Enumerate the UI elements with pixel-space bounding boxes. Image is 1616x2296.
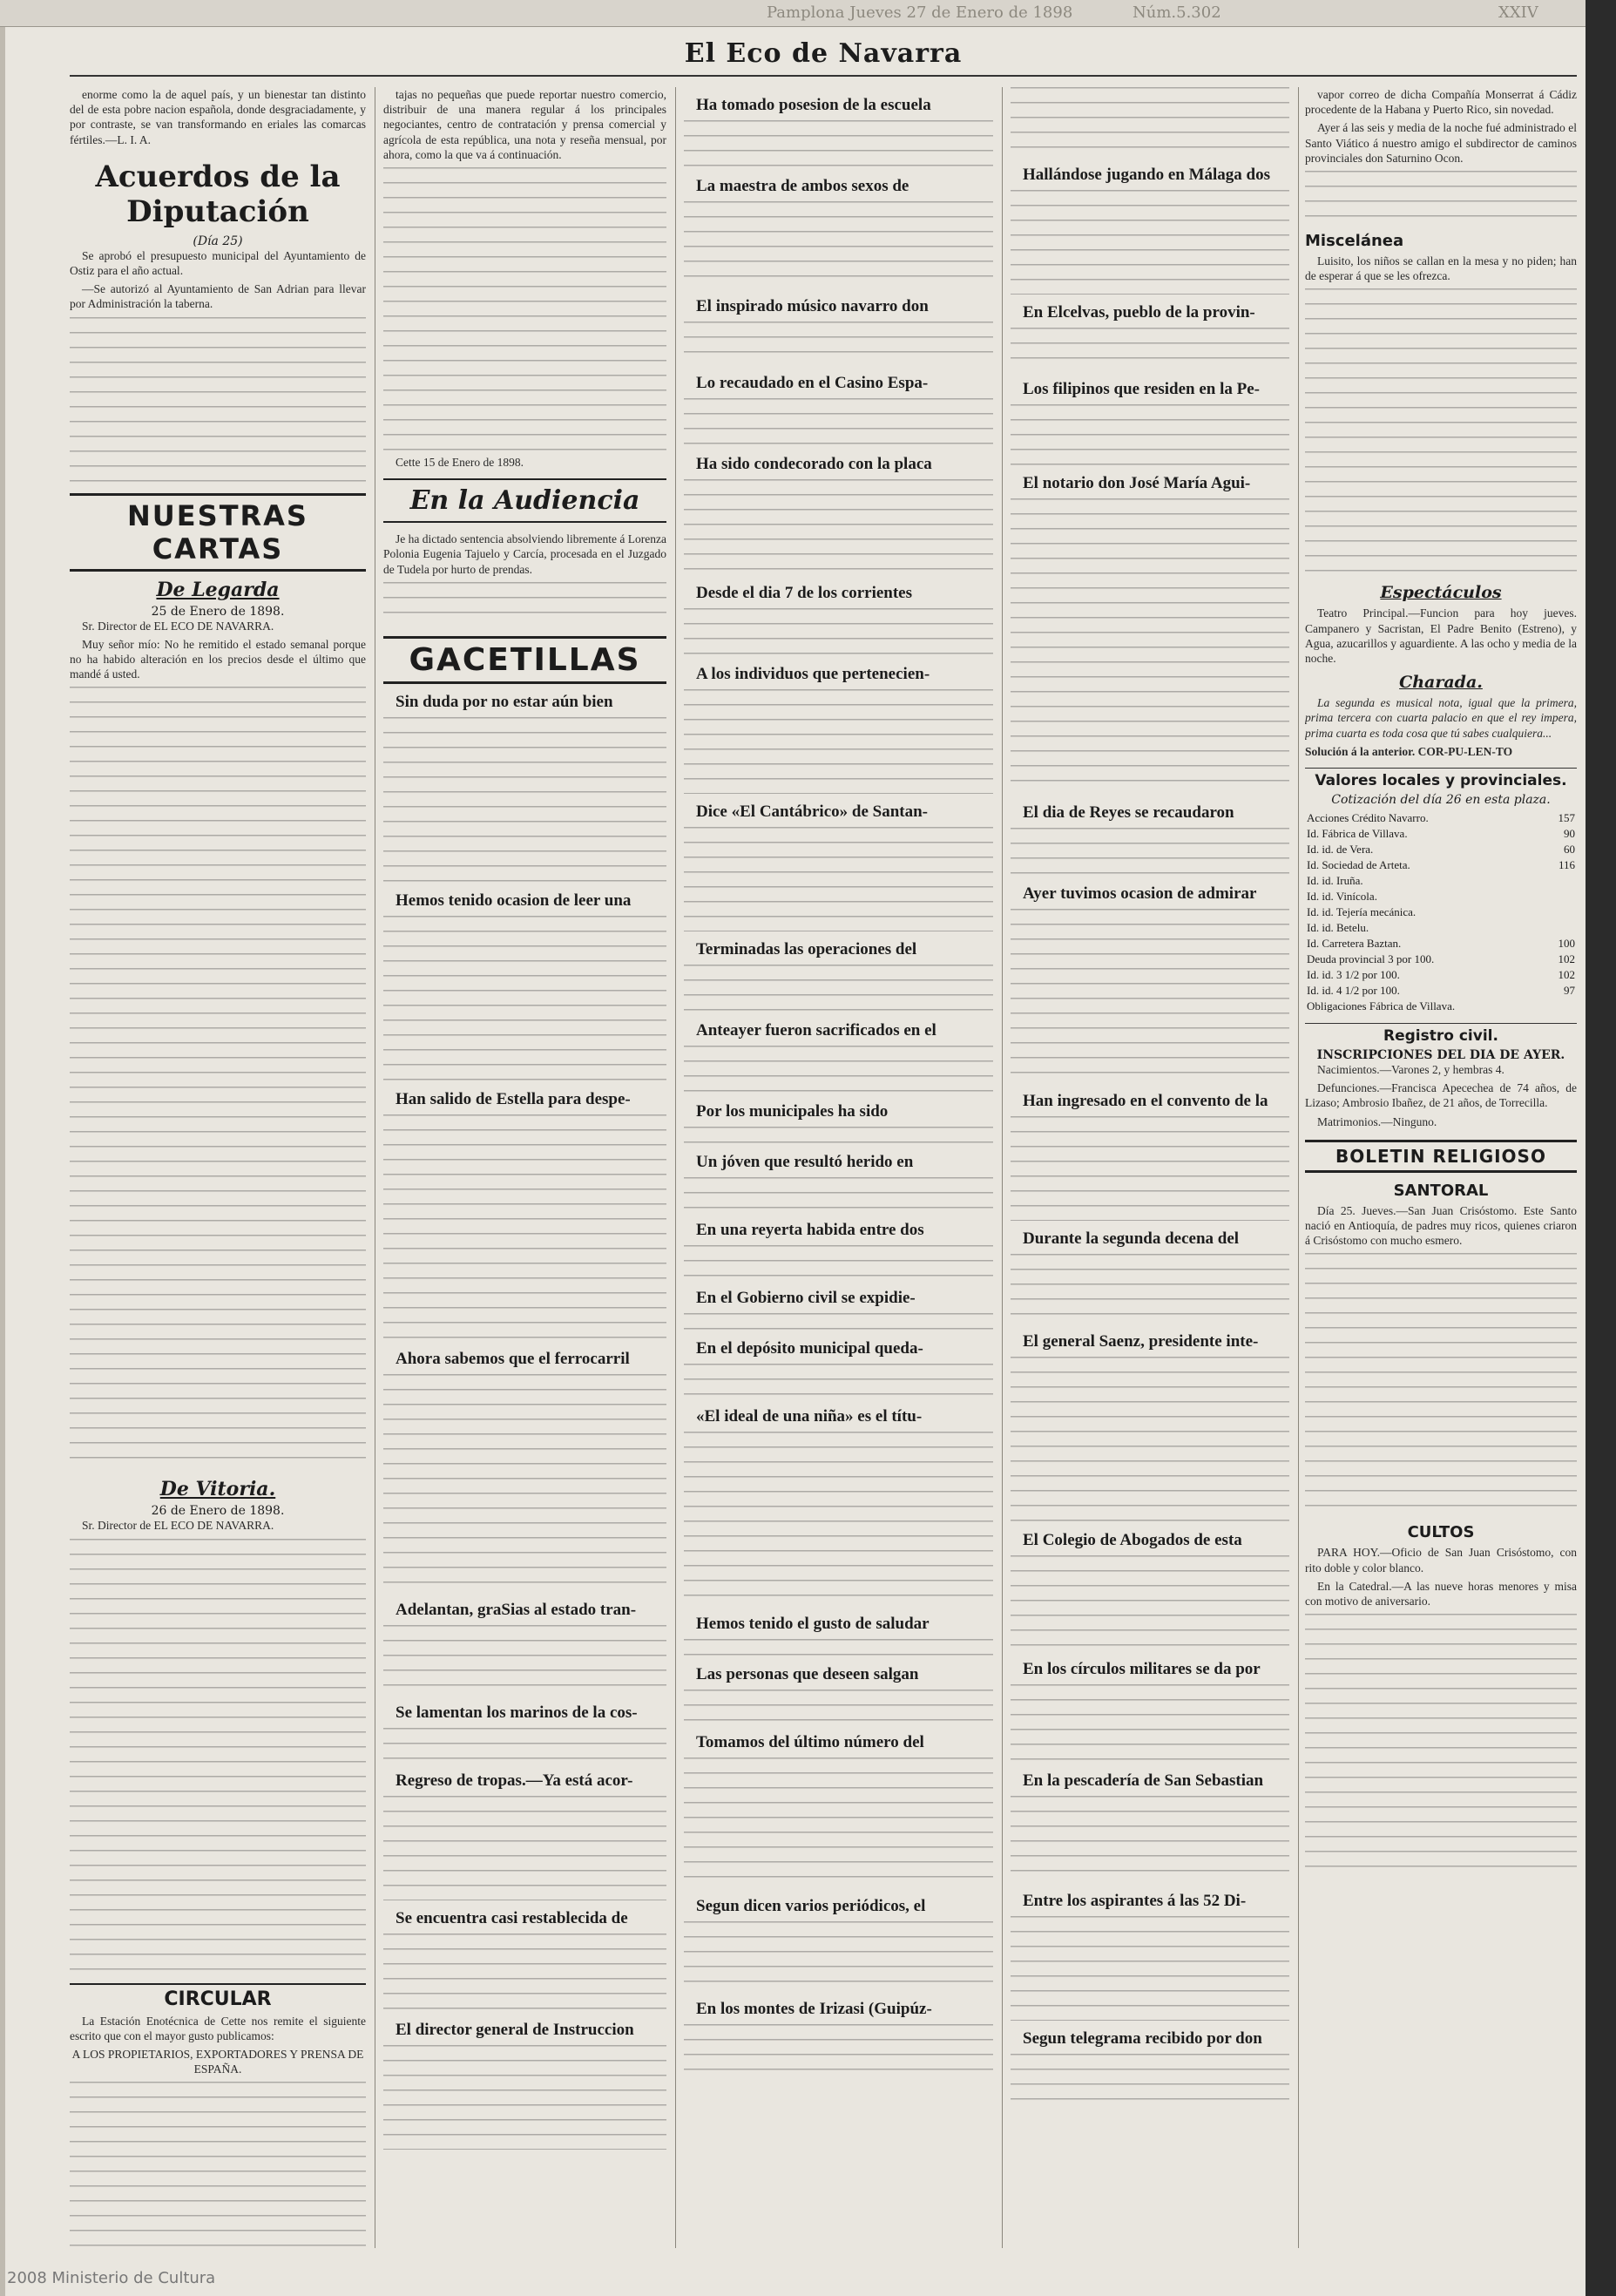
news-item-lead: Ahora sabemos que el ferrocarril (396, 1349, 630, 1368)
text-body-lines (1011, 1555, 1289, 1651)
news-item-lead: Desde el dia 7 de los corrientes (696, 584, 913, 602)
text-body-lines (684, 1758, 993, 1888)
text-body-lines (70, 1539, 366, 1974)
column-3 (684, 87, 993, 2248)
section-date: (Día 25) (193, 234, 243, 248)
quote-value: 90 (1564, 827, 1575, 841)
news-item-lead: Entre los aspirantes á las 52 Di- (1023, 1892, 1247, 1910)
text-body-lines (684, 965, 993, 1013)
text-body-lines (684, 827, 993, 931)
news-item-lead: Tomamos del último número del (696, 1733, 924, 1751)
article-text: Je ha dictado sentencia absolviendo libremente á Lorenza Polonia Eugenia Tajuelo y Carcía, procesada en el Juzgado de Tudela por hurto de prendas. (383, 532, 666, 576)
article-text: Ayer á las seis y media de la noche fué administrado el Santo Viático á nuestro amigo el subdirector de caminos provinciales don Saturnino Ocon. (1305, 121, 1577, 165)
news-item-lead: Un jóven que resultó herido en (696, 1153, 914, 1171)
running-head-text: Pamplona Jueves 27 de Enero de 1898 (767, 3, 1073, 22)
text-body-lines (684, 608, 993, 656)
charada-text: La segunda es musical nota, igual que la primera, prima tercera con cuarta palacio en que el rey impera, prima cuarta es toda cosa que tú sabes cualquiera... (1305, 696, 1577, 740)
column-rule (1002, 87, 1003, 2248)
heading-de-vitoria: De Vitoria. (159, 1478, 276, 1501)
news-item-lead: Lo recaudado en el Casino Espa- (696, 374, 929, 392)
text-body-lines (684, 1364, 993, 1399)
quote-name: Id. Sociedad de Arteta. (1307, 858, 1410, 872)
text-body-lines (1305, 1614, 1577, 1875)
page-binding-edge (0, 0, 5, 2296)
text-body-lines (1011, 404, 1289, 465)
text-body-lines (684, 1127, 993, 1144)
news-item-lead: Las personas que deseen salgan (696, 1665, 919, 1683)
news-item-lead: Hallándose jugando en Málaga dos (1023, 166, 1270, 184)
quote-value (1538, 889, 1577, 904)
quote-value: 102 (1558, 952, 1575, 966)
article-text: Nacimientos.—Varones 2, y hembras 4. (1317, 1063, 1504, 1077)
quote-name: Id. id. Iruña. (1307, 874, 1363, 888)
article-text: En la Catedral.—A las nueve horas menores y misa con motivo de aniversario. (1305, 1579, 1577, 1609)
text-body-lines (684, 1177, 993, 1212)
column-rule (1298, 87, 1299, 2248)
news-item-lead: El inspirado músico navarro don (696, 297, 929, 315)
text-body-lines (684, 2024, 993, 2076)
text-body-lines (684, 1046, 993, 1094)
news-item-lead: «El ideal de una niña» es el títu- (696, 1407, 923, 1426)
quote-name: Id. id. Vinícola. (1307, 890, 1377, 904)
text-body-lines (383, 1796, 666, 1900)
volume-year: XXIV (1498, 3, 1538, 22)
quote-row (1305, 920, 1577, 936)
news-item-lead: El Colegio de Abogados de esta (1023, 1531, 1242, 1549)
text-body-lines (383, 2045, 666, 2150)
quote-row (1305, 873, 1577, 889)
article-text: Teatro Principal.—Funcion para hoy jueves. Campanero y Sacristan, El Padre Benito (Estreno), y Agua, azucarillos y aguardiente. A las ocho y media de la noche. (1305, 606, 1577, 666)
quote-name: Id. Carretera Baztan. (1307, 937, 1402, 951)
copyright-footer: 2008 Ministerio de Cultura (7, 2269, 216, 2287)
heading-santoral: SANTORAL (1393, 1181, 1489, 1200)
quotes-table (1305, 810, 1577, 1014)
registro-subtitle: INSCRIPCIONES DEL DIA DE AYER. (1316, 1048, 1565, 1063)
heading-charada: Charada. (1399, 673, 1483, 693)
news-item-lead: El notario don José María Agui- (1023, 474, 1251, 492)
heading-circular: CIRCULAR (70, 1983, 366, 2010)
news-item-lead: El general Saenz, presidente inte- (1023, 1332, 1259, 1351)
news-item-lead: Ayer tuvimos ocasion de admirar (1023, 884, 1257, 903)
quote-value (1538, 904, 1577, 920)
article-text: Día 25. Jueves.—San Juan Crisóstomo. Este Santo nació en Antioquía, de padres muy ricos, quienes criaron á Crisóstomo con mucho esmero. (1305, 1203, 1577, 1248)
quote-value: 97 (1564, 984, 1575, 998)
news-item-lead: Se lamentan los marinos de la cos- (396, 1703, 638, 1722)
heading-gacetillas: GACETILLAS (383, 636, 666, 684)
quote-value: 100 (1558, 937, 1575, 951)
text-body-lines (684, 120, 993, 168)
article-text: vapor correo de dicha Compañía Monserrat á Cádiz procedente de la Habana y Puerto Rico, sin novedad. (1305, 88, 1577, 117)
news-item-lead: El dia de Reyes se recaudaron (1023, 803, 1234, 822)
text-body-lines (1011, 87, 1289, 157)
news-item-lead: En la pescadería de San Sebastian (1023, 1771, 1264, 1790)
text-body-lines (684, 479, 993, 575)
news-item-lead: Los filipinos que residen en la Pe- (1023, 380, 1261, 398)
text-body-lines (684, 1432, 993, 1606)
quote-row (1305, 952, 1577, 967)
text-body-lines (1011, 1357, 1289, 1522)
quote-name: Id. id. 3 1/2 por 100. (1307, 968, 1400, 982)
running-header (0, 0, 1586, 27)
news-item-lead: Por los municipales ha sido (696, 1102, 889, 1121)
text-body-lines (1011, 1116, 1289, 1221)
quote-name: Id. id. Betelu. (1307, 921, 1369, 935)
heading-espectaculos: Espectáculos (1380, 583, 1502, 603)
quote-value (1538, 920, 1577, 936)
text-body-lines (383, 1934, 666, 2012)
article-text: Se aprobó el presupuesto municipal del Ayuntamiento de Ostiz para el año actual. (70, 248, 366, 278)
quote-name: Deuda provincial 3 por 100. (1307, 952, 1435, 966)
article-text: A LOS PROPIETARIOS, EXPORTADORES Y PRENSA DE ESPAÑA. (71, 2048, 364, 2076)
text-body-lines (1011, 1796, 1289, 1883)
news-item-lead: En los montes de Irizasi (Guipúz- (696, 2000, 932, 2018)
text-body-lines (684, 398, 993, 446)
heading-acuerdos-diputacion: Acuerdos de la Diputación (95, 159, 341, 229)
article-text: PARA HOY.—Oficio de San Juan Crisóstomo, con rito doble y color blanco. (1305, 1546, 1577, 1575)
column-5 (1305, 87, 1577, 2248)
article-text: enorme como la de aquel país, y un bienestar tan distinto del de esta pobre nacion española, donde desgraciadamente, y por contraste, se van transformando en eriales las comarcas fértiles.—L. I. A. (70, 88, 366, 146)
text-body-lines (684, 1245, 993, 1280)
quote-row (1305, 857, 1577, 873)
article-text: Muy señor mío: No he remitido el estado semanal porque no ha habido alteración en los precios desde el último que mandé á usted. (70, 637, 366, 681)
text-body-lines (1305, 1253, 1577, 1514)
news-item-lead: Adelantan, graSias al estado tran- (396, 1600, 637, 1619)
column-4 (1011, 87, 1289, 2248)
quote-row (1305, 999, 1577, 1014)
news-item-lead: Se encuentra casi restablecida de (396, 1908, 628, 1927)
heading-de-legarda: De Legarda (156, 578, 280, 601)
article-text: Matrimonios.—Ninguno. (1317, 1114, 1437, 1128)
news-item-lead: Hemos tenido ocasion de leer una (396, 891, 632, 910)
text-body-lines (1011, 828, 1289, 876)
quote-name: Id. id. 4 1/2 por 100. (1307, 984, 1400, 998)
text-body-lines (383, 1374, 666, 1592)
news-item-lead: Han ingresado en el convento de la (1023, 1092, 1268, 1110)
valores-subtitle: Cotización del día 26 en esta plaza. (1331, 793, 1551, 808)
letter-date: 26 de Enero de 1898. (151, 1504, 285, 1519)
news-item-lead: En una reyerta habida entre dos (696, 1221, 924, 1239)
news-item-lead: En Elcelvas, pueblo de la provin- (1023, 303, 1255, 322)
quote-row (1305, 842, 1577, 857)
news-item-lead: Ha sido condecorado con la placa (696, 455, 932, 473)
news-item-lead: Anteayer fueron sacrificados en el (696, 1021, 936, 1040)
news-item-lead: Sin duda por no estar aún bien (396, 692, 613, 711)
quote-value (1538, 873, 1577, 889)
heading-valores: Valores locales y provinciales. (1305, 768, 1577, 789)
text-body-lines (1305, 288, 1577, 576)
news-item-lead: La maestra de ambos sexos de (696, 177, 909, 195)
text-body-lines (1011, 498, 1289, 795)
article-text: Defunciones.—Francisca Apecechea de 74 años, de Lizaso; Ambrosio Ibañez, de 21 años, de Torrecilla. (1305, 1081, 1577, 1110)
news-item-lead: Dice «El Cantábrico» de Santan- (696, 803, 928, 821)
issue-number: Núm.5.302 (1133, 3, 1221, 22)
text-body-lines (1011, 190, 1289, 295)
news-item-lead: En los círculos militares se da por (1023, 1660, 1261, 1678)
heading-boletin-religioso: BOLETIN RELIGIOSO (1305, 1140, 1577, 1173)
news-item-lead: En el depósito municipal queda- (696, 1339, 923, 1358)
heading-miscelanea: Miscelánea (1305, 232, 1404, 251)
quote-row (1305, 904, 1577, 920)
text-body-lines (383, 1728, 666, 1763)
text-body-lines (684, 1639, 993, 1656)
text-body-lines (383, 717, 666, 883)
text-body-lines (70, 687, 366, 1471)
news-item-lead: En el Gobierno civil se expidie- (696, 1289, 916, 1307)
news-item-lead: Han salido de Estella para despe- (396, 1089, 631, 1108)
article-text: Sr. Director de EL ECO DE NAVARRA. (82, 1519, 274, 1533)
news-item-lead: Hemos tenido el gusto de saludar (696, 1615, 930, 1633)
text-body-lines (684, 322, 993, 365)
article-text: Luisito, los niños se callan en la mesa y no piden; han de esperar á que se les ofrezca. (1305, 254, 1577, 283)
text-body-lines (1011, 328, 1289, 371)
quote-row (1305, 936, 1577, 952)
text-body-lines (1011, 1254, 1289, 1324)
quote-name: Id. id. Tejería mecánica. (1307, 905, 1417, 919)
quote-value: 102 (1558, 968, 1575, 982)
news-item-lead: Regreso de tropas.—Ya está acor- (396, 1771, 633, 1790)
article-text: —Se autorizó al Ayuntamiento de San Adrian para llevar por Administración la taberna. (70, 282, 366, 311)
column-2 (383, 87, 666, 2248)
quote-row (1305, 826, 1577, 842)
article-signoff: Cette 15 de Enero de 1898. (396, 456, 524, 470)
quote-value (1538, 999, 1577, 1014)
text-body-lines (70, 317, 366, 483)
news-item-lead: Ha tomado posesion de la escuela (696, 96, 931, 114)
quote-row (1305, 983, 1577, 999)
column-1 (70, 87, 366, 2248)
text-body-lines (383, 582, 666, 626)
quote-name: Acciones Crédito Navarro. (1307, 811, 1429, 825)
heading-nuestras-cartas: NUESTRAS CARTAS (70, 493, 366, 572)
text-body-lines (684, 201, 993, 288)
quote-row (1305, 967, 1577, 983)
text-body-lines (70, 2082, 366, 2248)
heading-cultos: CULTOS (1407, 1523, 1475, 1542)
article-text: Sr. Director de EL ECO DE NAVARRA. (82, 619, 274, 633)
quote-row (1305, 889, 1577, 904)
news-item-lead: Segun dicen varios periódicos, el (696, 1897, 926, 1915)
masthead (70, 33, 1577, 77)
text-body-lines (383, 916, 666, 1081)
article-text: tajas no pequeñas que puede reportar nuestro comercio, distribuir de una manera regular á los principales negociantes, centro de contratación y prensa comercial y agrícola de esta república, una nota y reseña mensual, por ahora, como la que va á continuación. (383, 88, 666, 161)
text-body-lines (684, 689, 993, 794)
quote-value: 60 (1564, 843, 1575, 857)
quote-name: Id. Fábrica de Villava. (1307, 827, 1408, 841)
news-item-lead: A los individuos que pertenecien- (696, 665, 930, 683)
quote-value: 157 (1558, 811, 1575, 825)
quote-row (1305, 810, 1577, 826)
text-body-lines (684, 1921, 993, 1991)
column-rule (675, 87, 676, 2248)
quote-name: Obligaciones Fábrica de Villava. (1307, 999, 1456, 1013)
letter-date: 25 de Enero de 1898. (151, 604, 285, 619)
news-item-lead: Segun telegrama recibido por don (1023, 2029, 1262, 2048)
article-text: La Estación Enotécnica de Cette nos remite el siguiente escrito que con el mayor gusto publicamos: (70, 2014, 366, 2042)
quote-value: 116 (1558, 858, 1575, 872)
charada-solution: Solución á la anterior. COR-PU-LEN-TO (1305, 744, 1513, 758)
text-body-lines (684, 1313, 993, 1331)
text-body-lines (1011, 909, 1289, 1083)
text-body-lines (383, 1625, 666, 1695)
text-body-lines (383, 167, 666, 455)
heading-registro-civil: Registro civil. (1305, 1023, 1577, 1045)
heading-en-la-audiencia: En la Audiencia (383, 478, 666, 523)
text-body-lines (684, 1690, 993, 1724)
news-item-lead: Terminadas las operaciones del (696, 940, 917, 958)
scan-edge (1586, 0, 1616, 2296)
text-body-lines (1305, 171, 1577, 223)
text-body-lines (1011, 1684, 1289, 1763)
news-item-lead: El director general de Instruccion (396, 2020, 634, 2039)
text-body-lines (1011, 1916, 1289, 2021)
newspaper-title: El Eco de Navarra (684, 38, 963, 69)
news-item-lead: Durante la segunda decena del (1023, 1229, 1240, 1248)
quote-name: Id. id. de Vera. (1307, 843, 1374, 857)
text-body-lines (1011, 2054, 1289, 2106)
text-body-lines (383, 1114, 666, 1341)
